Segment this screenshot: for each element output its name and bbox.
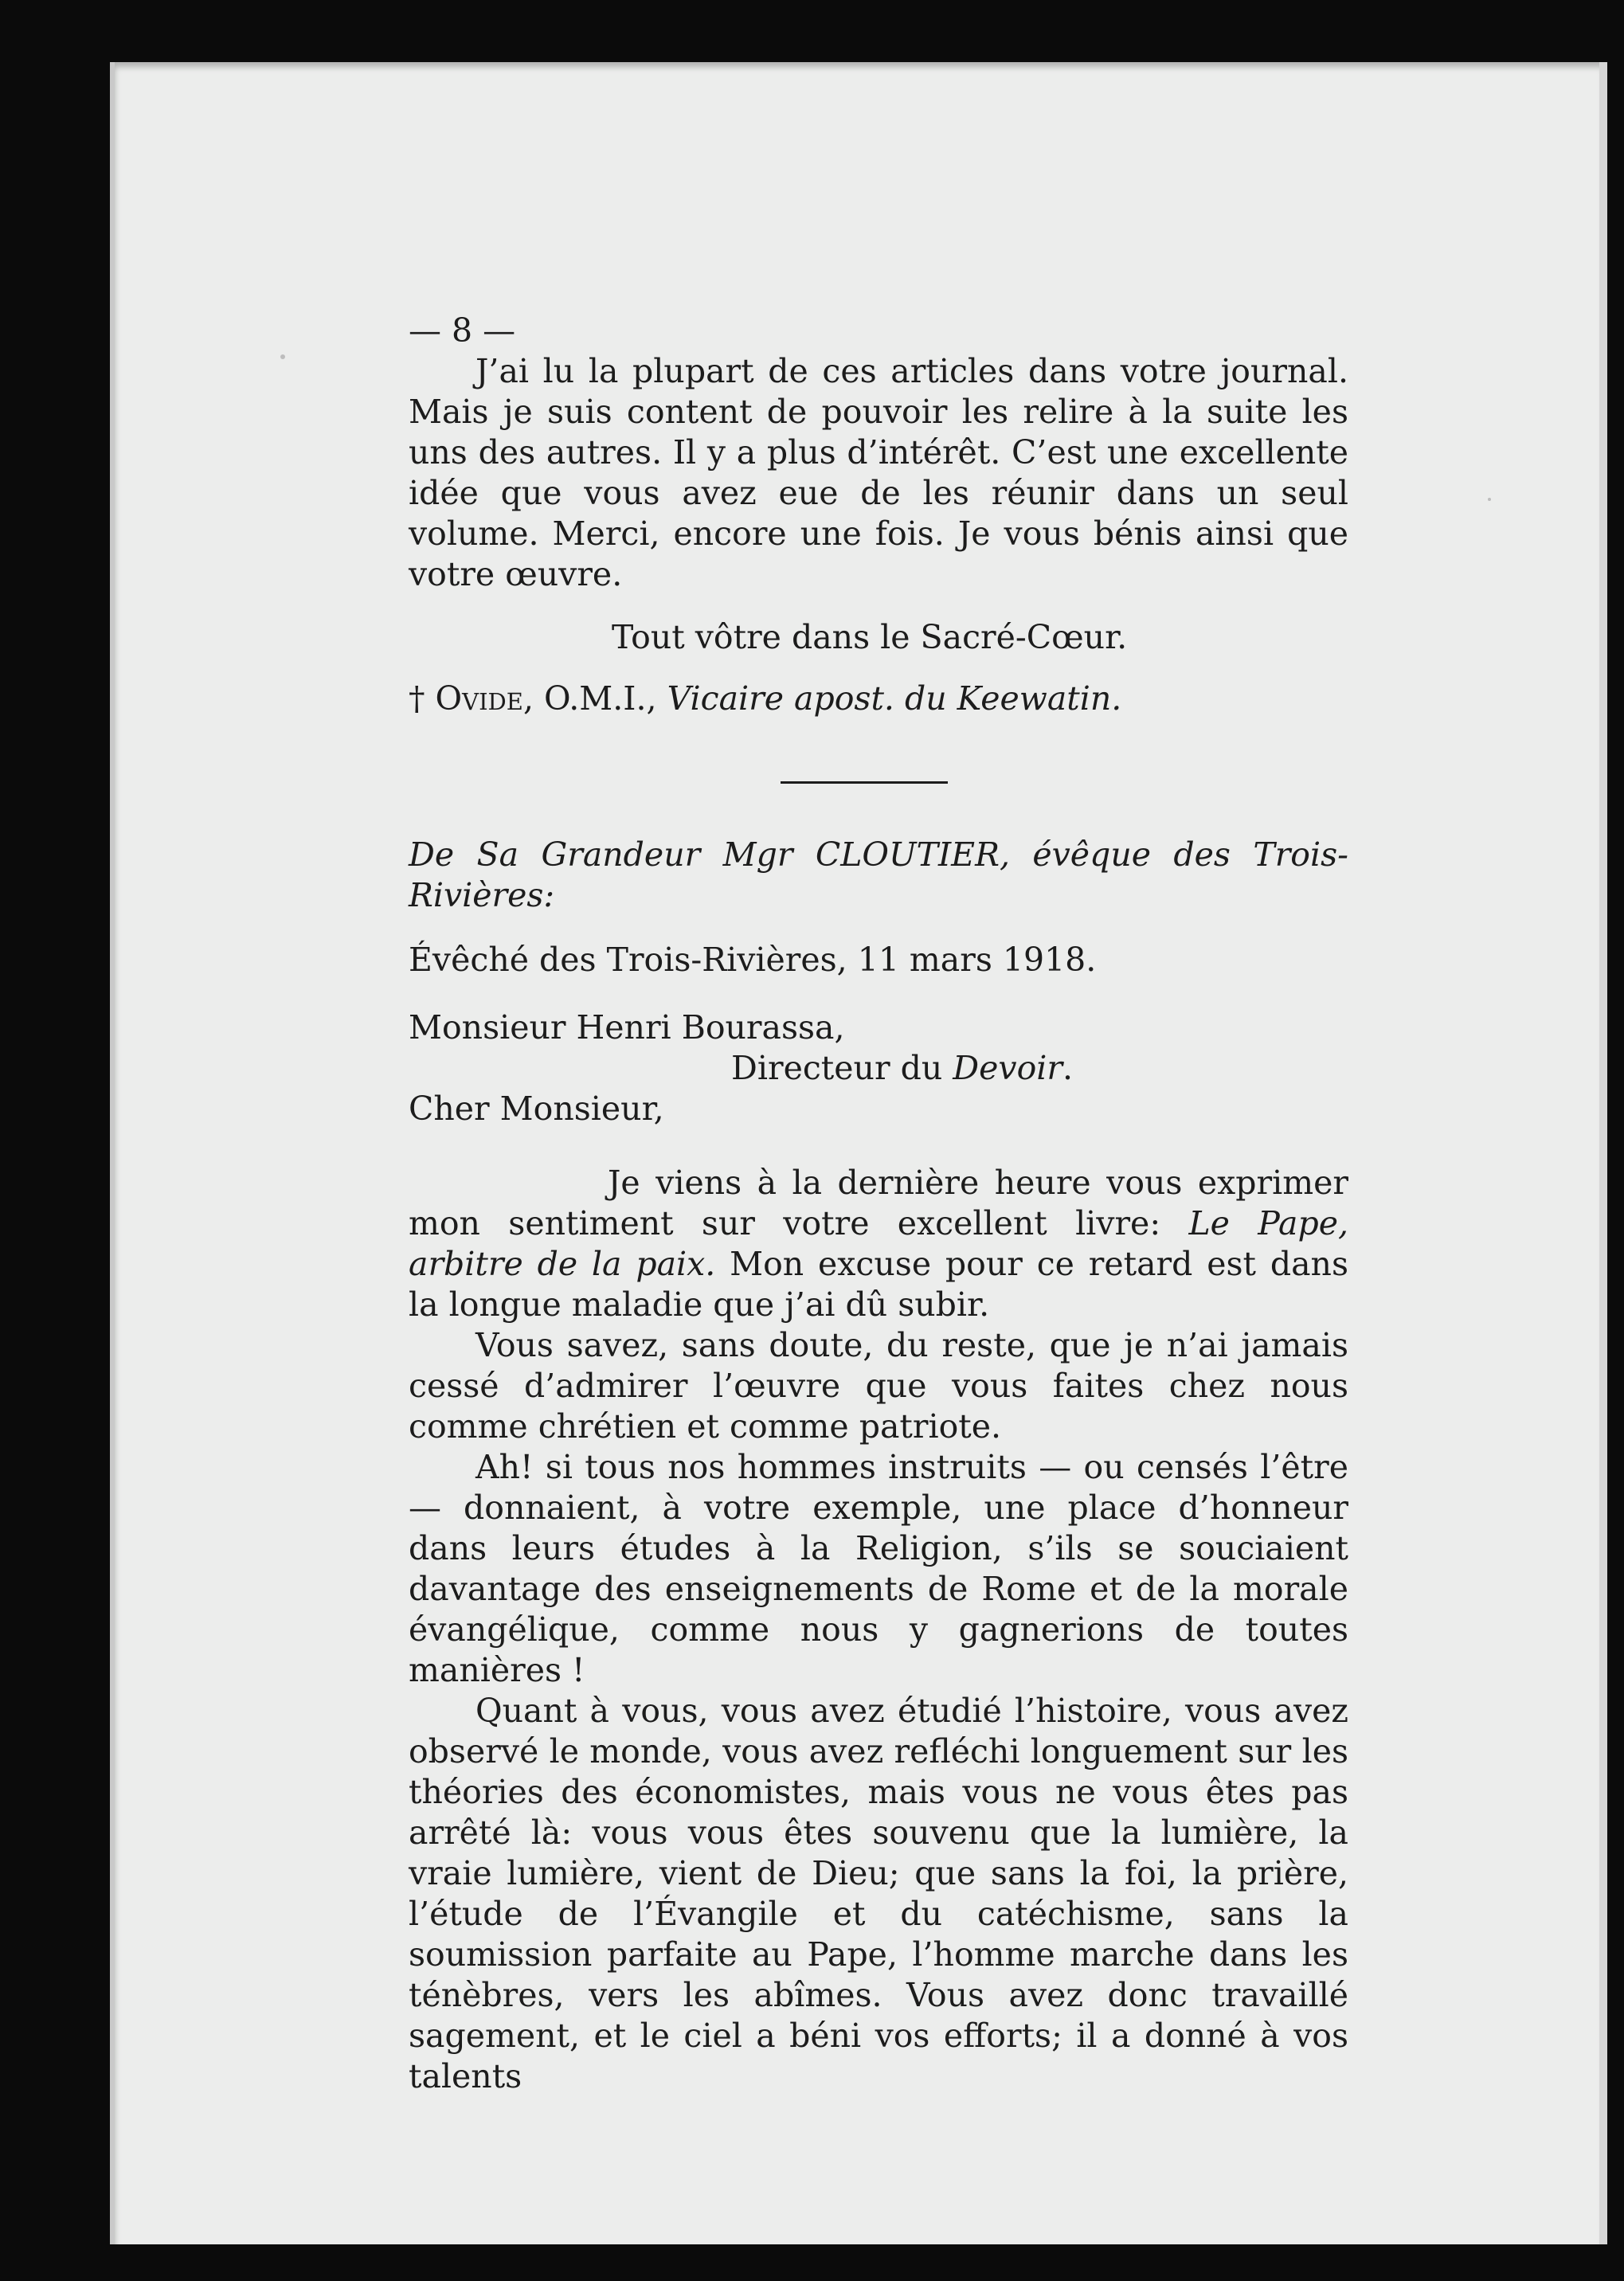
letter1-body: J’ai lu la plupart de ces articles dans votre journal. Mais je suis content de pouvoir les relire à la suite les uns des autres. Il y a plus d’intérêt. C’est une excellente idée que vous avez eue de les réunir dans un seul volume. Merci, encore une fois. Je vous bénis ainsi que votre œuvre.	[409, 352, 1348, 593]
paragraph-4: Quant à vous, vous avez étudié l’histoire, vous avez observé le monde, vous avez refléchi longuement sur les théories des économistes, mais vous ne vous êtes pas arrêté là: vous vous êtes souvenu que la lumière, la vraie lumière, vient de Dieu; que sans la foi, la prière, l’étude de l’Évangile et du catéchisme, sans la soumission parfaite au Pape, l’homme marche dans les ténèbres, vers les abîmes. Vous avez donc travaillé sagement, et le ciel a béni vos efforts; il a donné à vos talents	[409, 1692, 1348, 2095]
letter2-header: De Sa Grandeur Mgr CLOUTIER, évêque des Trois-Rivières:	[409, 835, 1348, 914]
signature-title: Vicaire apost. du Keewatin.	[667, 679, 1122, 718]
newspaper-name: Devoir	[953, 1049, 1062, 1087]
page-number: — 8 —	[409, 311, 516, 350]
cross-symbol: †	[409, 679, 425, 718]
dust-speck	[280, 354, 285, 359]
page-content	[409, 311, 1348, 2097]
page-edge	[1599, 62, 1607, 2244]
addressee-title-prefix: Directeur du	[731, 1049, 953, 1087]
addressee-title-suffix: .	[1062, 1049, 1074, 1087]
salutation: Cher Monsieur,	[409, 1090, 664, 1128]
letter2-date: Évêché des Trois-Rivières, 11 mars 1918.	[409, 941, 1097, 979]
letter1-signature	[409, 679, 1348, 719]
signature-order: , O.M.I.,	[522, 679, 667, 718]
paragraph-2: Vous savez, sans doute, du reste, que je n’ai jamais cessé d’admirer l’œuvre que vous faites chez nous comme chrétien et comme patriote.	[409, 1326, 1348, 1446]
paragraph-3: Ah! si tous nos hommes instruits — ou censés l’être — donnaient, à votre exemple, une place d’honneur dans leurs études à la Religion, s’ils se souciaient davantage des enseignements de Rome et de la morale évangélique, comme nous y gagnerions de toutes manières !	[409, 1448, 1348, 1689]
book-title: Le Pape, arbitre de la paix.	[409, 1204, 1348, 1283]
letter1-closing: Tout vôtre dans le Sacré-Cœur.	[612, 618, 1128, 656]
dust-speck	[1488, 498, 1491, 501]
paragraph-1-rest: Mon excuse pour ce retard est dans la longue maladie que j’ai dû subir.	[409, 1245, 1348, 1324]
addressee-title	[409, 1048, 1348, 1089]
signature-name: Ovide	[435, 679, 523, 718]
paragraph-1-text: Je viens à la dernière heure vous exprimer mon sentiment sur votre excellent livre:	[409, 1164, 1348, 1242]
addressee-name: Monsieur Henri Bourassa,	[409, 1008, 845, 1047]
section-divider	[781, 781, 948, 784]
paragraph-1	[409, 1163, 1348, 1325]
